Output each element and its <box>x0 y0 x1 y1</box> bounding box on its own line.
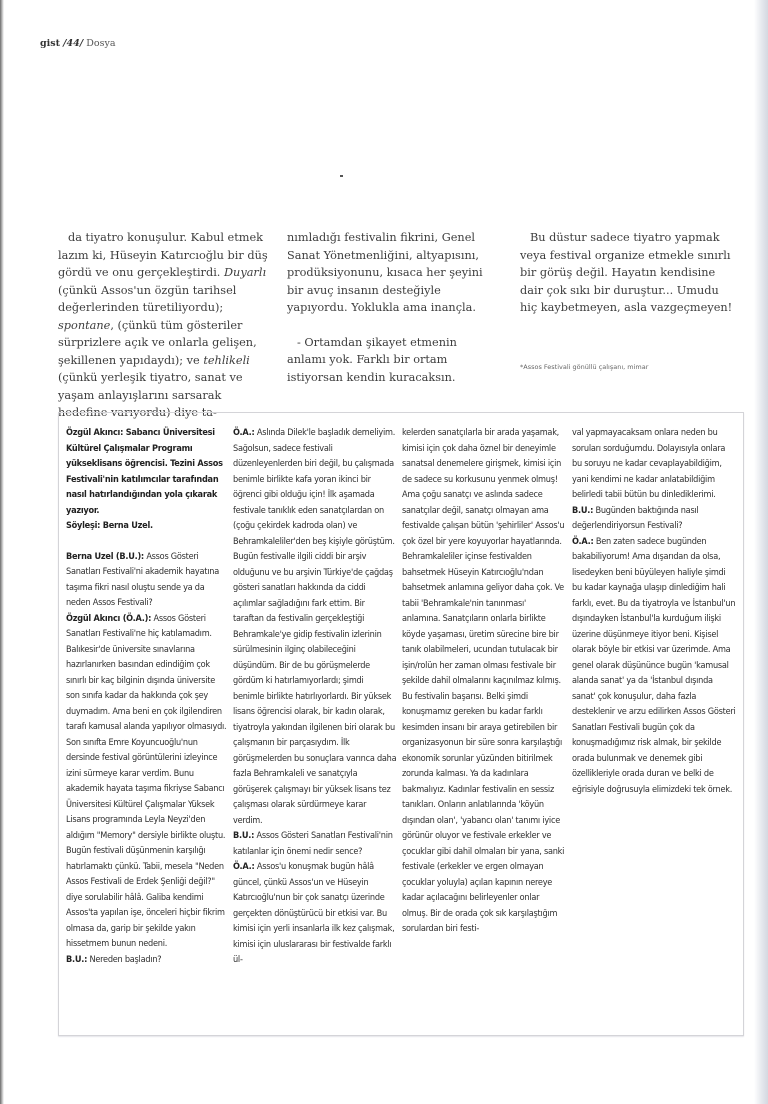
interview-answer: Ö.A.: Assos'u konuşmak bugün hâlâ güncel, çünkü Assos'un ve Hüseyin Katırcıoğlu'nun bir çok sanatçı üzerinde gerçekten dönüştürücü bir etkisi var. Bu kimisi için yerli insanlarla ilk kez çalışmak, kimisi için uluslararası bir festivalde farklı ül- <box>233 862 395 965</box>
article-quote: - Ortamdan şikayet etmenin anlamı yok. Farklı bir ortam istiyorsan kendin kuracaksın. <box>287 335 457 384</box>
magazine-brand: gist <box>40 38 60 49</box>
interview-question: Berna Uzel (B.U.): Assos Gösteri Sanatları Festivali'ni akademik hayatına taşıma fikri nasıl oluştu sende ya da neden Assos Festivali? <box>66 551 219 608</box>
interview-question: B.U.: Bugünden baktığında nasıl değerlendiriyorsun Festivali? <box>572 505 699 531</box>
article-paragraph: Bu düstur sadece tiyatro yapmak veya festival organize etmekle sınırlı bir görüş değil. Hayatın kendisine dair çok sıkı bir duruştur... Umudu hiç kaybetmeyen, asla vazgeçmeyen! <box>520 231 733 314</box>
section-name: Dosya <box>86 38 116 49</box>
interview-column-2 <box>233 426 397 969</box>
article-paragraph: nımladığı festivalin fikrini, Genel Sanat Yönetmenliğini, altyapısını, prodüksiyonunu, kısaca her şeyini bir avuç insanın desteğiyle yapıyordu. Yoklukla ama inançla. <box>287 231 483 314</box>
interview-column-4 <box>572 426 736 798</box>
author-footnote: *Assos Festivali gönüllü çalışanı, mimar <box>520 363 649 371</box>
interview-question: B.U.: Assos Gösteri Sanatları Festivali'nin katılanlar için önemi nedir sence? <box>233 831 393 857</box>
interview-question: B.U.: Nereden başladın? <box>66 954 162 965</box>
article-column-3 <box>520 229 735 317</box>
interview-byline: Söyleşi: Berna Uzel. <box>66 521 153 531</box>
issue-number: /44/ <box>63 38 84 49</box>
interview-answer: Özgül Akıncı (Ö.A.): Assos Gösteri Sanatları Festivali'ne hiç katılamadım. Balıkesir'de üniversite sınavlarına hazırlanırken basından edindiğim çok sınırlı bir kaç bilginin dışında üniversite son sınıfa kadar da hakkında çok şey duymadım. Ama beni en çok ilgilendiren tarafı kamusal alanda yapılıyor olmasıydı. Son sınıfta Emre Koyuncuoğlu'nun dersinde festival görüntülerini izleyince izini sürmeye karar verdim. Bunu akademik hayata taşıma fikriyse Sabancı Üniversitesi Kültürel Çalışmalar Yüksek Lisans programında Leyla Neyzi'den aldığım "Memory" dersiyle birlikte oluştu. Bugün festivali düşünmenin karşılığı hatırlamaktı çünkü. Tabii, mesela "Neden Assos Festivali de Erdek Şenliği değil?" diye sorulabilir hâlâ. Galiba kendimi Assos'ta yapılan işe, önceleri hiçbir fikrim olmasa da, garip bir şekilde yakın hissetmem bunun nedeni. <box>66 613 227 949</box>
interview-column-3 <box>402 426 566 938</box>
interview-answer-continued: kelerden sanatçılarla bir arada yaşamak, kimisi için çok daha öznel bir deneyimle sanatsal denemelere girişmek, kimisi için de sadece su korkusunu yenmek olmuş! Ama çoğu sanatçı ve aslında sadece sanatçılar değil, sanatçı olmayan ama festivalde çalışan bütün 'şehirliler' Assos'u çok özel bir yere koyuyorlar hayatlarında. Behramkaleliler içinse festivalden bahsetmek Hüseyin Katırcıoğlu'ndan bahsetmek anlamına geliyor daha çok. Ve tabii 'Behramkale'nin tanınması' anlamına. Sanatçıların onlarla birlikte köyde yaşaması, üretim sürecine bire bir tanık olabilmeleri, ucundan tutulacak bir işin/rolün her zaman olması festivale bir şekilde dahil olmalarını kaçınılmaz kılmış. Bu festivalin başarısı. Belki şimdi konuşmamız gereken bu kadar farklı kesimden insanı bir araya getirebilen bir organizasyonun bir süre sonra karşılaştığı ekonomik sorunlar yüzünden bitirilmek zorunda kalması. Ya da kadınlara bakmalıyız. Kadınlar festivalin en sessiz tanıkları. Onların anlatılarında 'köyün dışından olan', 'yabancı olan' tanımı iyice görünür oluyor ve festivale erkekler ve çocuklar gibi dahil olmaları bir yana, sanki festivale (erkekler ve ergen olmayan çocuklar yoluyla) açılan kapının nereye kadar açılacağını belirleyenler onlar olmuş. Bir de orada çok sık karşılaştığım sorulardan biri festi- <box>402 428 565 934</box>
interview-answer-continued: val yapmayacaksam onlara neden bu soruları sorduğumdu. Dolayısıyla onlara bu soruyu ne kadar cevaplayabildiğim, yani kendimi ne kadar anlatabildiğim belirledi tabii bütün bu dinlediklerimi. <box>572 428 726 500</box>
article-paragraph: da tiyatro konuşulur. Kabul etmek lazım ki, Hüseyin Katırcıoğlu bir düş gördü ve onu gerçekleştirdi. Duyarlı (çünkü Assos'un özgün tarihsel değerlerinden türetiliyordu); spontane, (çünkü tüm gösteriler sürprizlere açık ve onlarla gelişen, şekillenen yapıdaydı); ve tehlikeli (çünkü yerleşik tiyatro, sanat ve yaşam anlayışlarını sarsarak hedefine varıyordu) diye ta- <box>58 231 268 419</box>
article-column-1 <box>58 229 268 422</box>
interview-answer: Ö.A.: Aslında Dilek'le başladık demeliyim. Sağolsun, sadece festivali düzenleyenlerden biri değil, bu çalışmada benimle birlikte kafa yoran ikinci bir öğrenci gibi olduğu için! İlk aşamada festivale tanıklık eden sanatçılardan on (çoğu çekirdek kadroda olan) ve Behramkaleliler'den beş kişiyle görüştüm. Bugün festivalle ilgili ciddi bir arşiv olduğunu ve bu arşivin Türkiye'de çağdaş gösteri sanatları hakkında da ciddi açılımlar sağladığını fark ettim. Bir taraftan da festivalin gerçekleştiği Behramkale'ye gidip festivalin izlerinin sürülmesinin ilginç olabileceğini düşündüm. Bir de bu görüşmelerde gördüm ki hatırlamıyorlardı; şimdi benimle birlikte hatırlıyorlardı. Bir yüksek lisans öğrencisi olarak, bir kadın olarak, tiyatroyla yakından ilgilenen biri olarak bu çalışmanın bir parçasıydım. İlk görüşmelerden bu sonuçlara varınca daha fazla Behramkaleli ve sanatçıyla görüşerek çalışmayı bir yüksek lisans tez çalışması olarak sürdürmeye karar verdim. <box>233 428 397 826</box>
page-binding-shadow <box>0 0 4 1104</box>
page-header <box>40 38 115 49</box>
interview-answer: Ö.A.: Ben zaten sadece bugünden bakabiliyorum! Ama dışarıdan da olsa, lisedeyken beni büyüleyen haliyle şimdi bu kadar kaynağa ulaşıp dinlediğim hali farklı, evet. Bu da tiyatroyla ve İstanbul'un dışındayken İstanbul'la kurduğum ilişki üzerine düşünmeye itiyor beni. Kişisel olarak böyle bir etkisi var üzerimde. Ama genel olarak düşününce bugün 'kamusal alanda sanat' ya da 'İstanbul dışında sanat' çok konuşulur, daha fazla desteklenir ve arzu edilirken Assos Gösteri Sanatları Festivali bugün çok da konuşmadığımız risk almak, bir şekilde orada bulunmak ve denemek gibi özellikleriyle orada duran ve belki de eğrisiyle doğrusuyla elimizdeki tek örnek. <box>572 536 736 795</box>
page-edge-shadow <box>754 0 768 1104</box>
interview-column-1 <box>66 426 230 968</box>
interview-intro: Özgül Akıncı: Sabancı Üniversitesi Kültürel Çalışmalar Programı yükseklisans öğrencisi. Tezini Assos Festivali'nin katılımcılar tarafından nasıl hatırlandığından yola çıkarak yazıyor. Söyleşi: Berna Uzel. <box>66 428 223 531</box>
article-column-2 <box>287 229 497 386</box>
print-speck <box>340 175 343 177</box>
